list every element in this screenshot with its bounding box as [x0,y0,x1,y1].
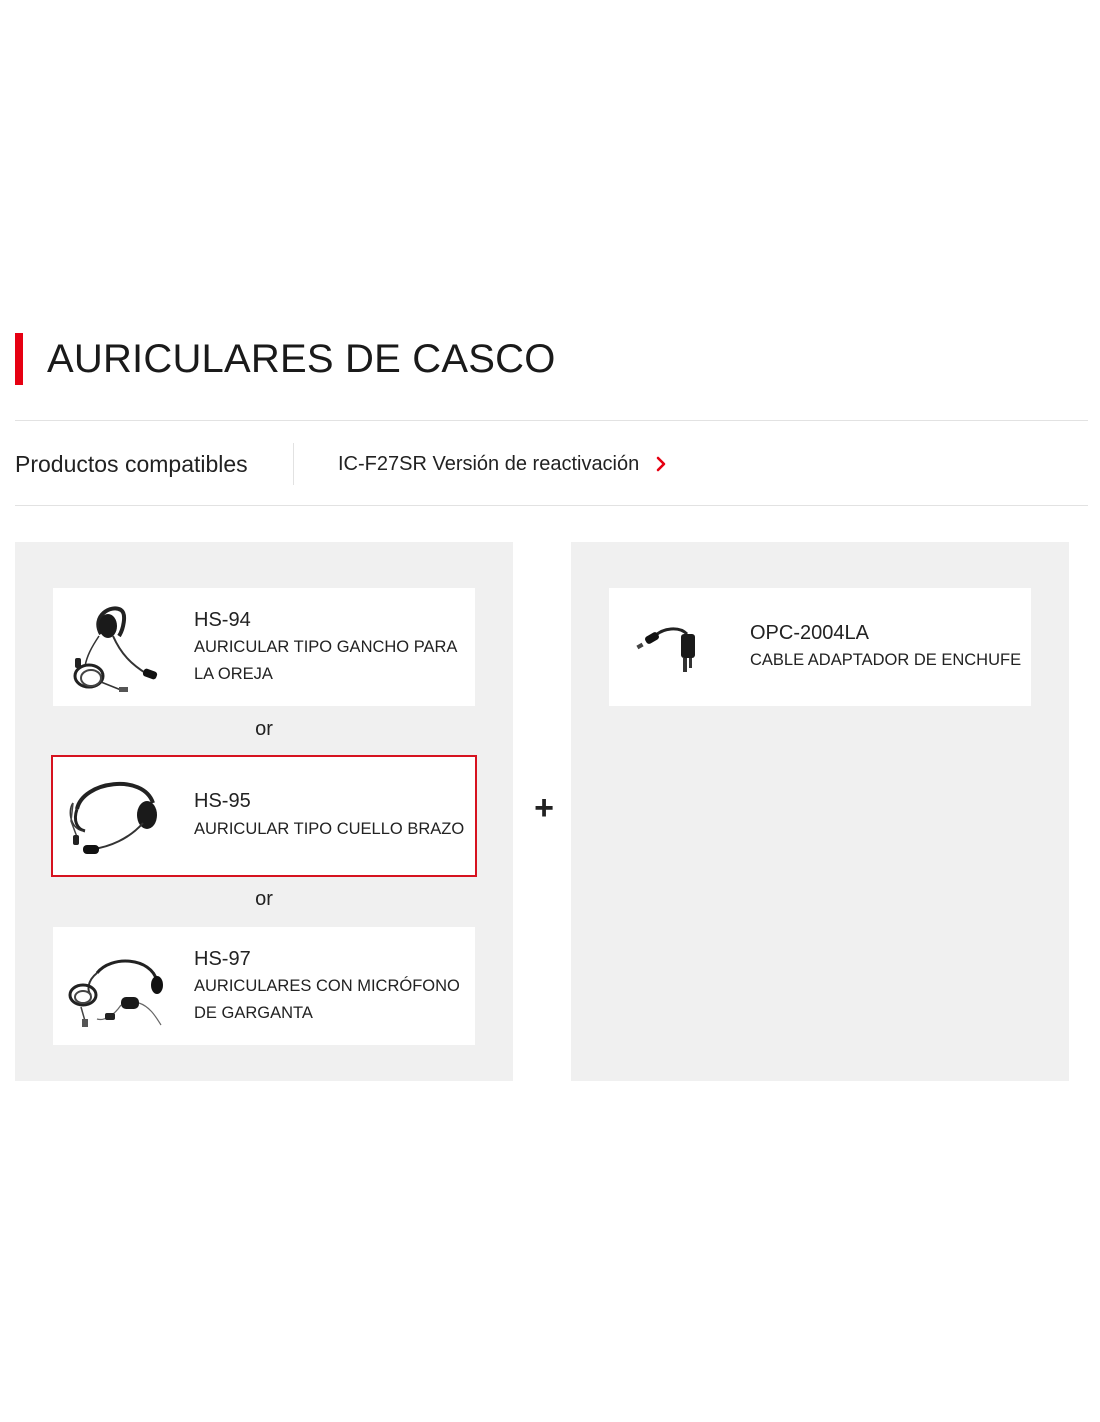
compatible-product-link[interactable] [338,451,669,477]
product-description: AURICULAR TIPO CUELLO BRAZO [194,820,465,838]
divider-top [15,420,1088,421]
product-code: HS-94 [194,609,251,631]
headset-options-panel [15,542,513,1081]
compatible-product-link-text: IC-F27SR Versión de reactivación [338,453,640,475]
chevron-right-icon [653,454,669,474]
header-accent-bar [15,333,23,385]
compat-separator [293,443,294,485]
adapter-options-panel [571,542,1069,1081]
product-card-hs-94[interactable] [53,588,475,706]
adapter-cable-image [617,596,721,698]
or-separator: or [255,718,273,740]
divider-bottom [15,505,1088,506]
earhook-headset-image [61,596,165,698]
product-description: CABLE ADAPTADOR DE ENCHUFE [750,651,1022,669]
or-separator: or [255,888,273,910]
section-header [15,333,715,385]
product-code: HS-97 [194,948,251,970]
product-description: AURICULARES CON MICRÓFONO DE GARGANTA [194,977,460,1022]
compatible-products-label: Productos compatibles [15,451,248,477]
section-title: AURICULARES DE CASCO [47,337,556,381]
throat-mic-headset-image [61,935,165,1037]
product-card-opc-2004la[interactable] [609,588,1031,706]
product-card-hs-95[interactable] [51,755,477,877]
plus-icon: + [534,789,554,827]
product-code: OPC-2004LA [750,622,869,644]
product-card-hs-97[interactable] [53,927,475,1045]
product-code: HS-95 [194,790,251,812]
neckarm-headset-image [63,767,167,869]
product-description: AURICULAR TIPO GANCHO PARA LA OREJA [194,638,457,683]
